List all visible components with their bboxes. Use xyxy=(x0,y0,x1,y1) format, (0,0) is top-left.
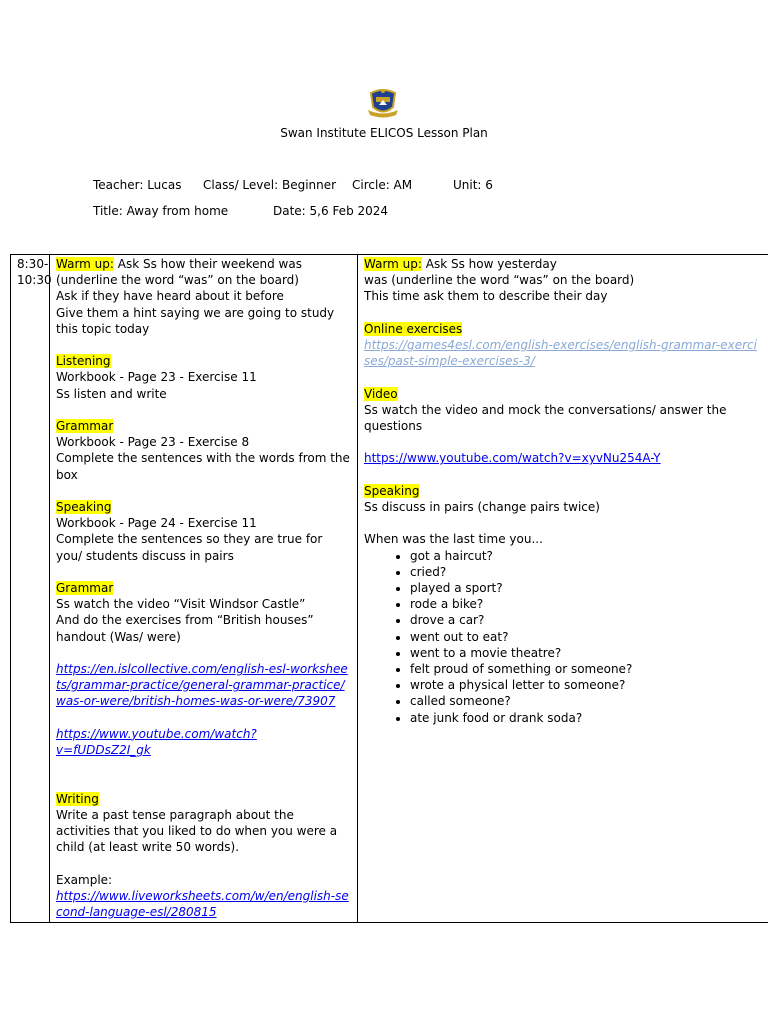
day1-listening-line2: Ss listen and write xyxy=(56,386,167,401)
day1-grammar1-line1: Workbook - Page 23 - Exercise 8 xyxy=(56,435,250,450)
day1-grammar1-label: Grammar xyxy=(56,419,114,433)
day2-speaking-label: Speaking xyxy=(364,483,420,498)
day1-grammar1-line2: Complete the sentences with the words from the box xyxy=(56,451,350,482)
islcollective-link[interactable]: https://en.islcollective.com/english-esl-worksheets/grammar-practice/general-grammar-practice/was-or-were/british-homes-was-or-were/73907 xyxy=(56,662,348,709)
institute-title: Swan Institute ELICOS Lesson Plan xyxy=(280,126,488,140)
day1-listening-line1: Workbook - Page 23 - Exercise 11 xyxy=(56,370,257,385)
day1-warmup xyxy=(56,256,351,288)
day1-warmup-label: Warm up: xyxy=(56,257,114,271)
day2-warmup-line2: was (underline the word “was” on the board) xyxy=(364,273,635,288)
games4esl-link[interactable]: https://games4esl.com/english-exercises/english-grammar-exercises/past-simple-exercises-3/ xyxy=(364,338,757,369)
liveworksheets-link[interactable]: https://www.liveworksheets.com/w/en/english-second-language-esl/280815 xyxy=(56,888,349,919)
day1-warmup-line2: Ask if they have heard about it before xyxy=(56,289,284,304)
question-list xyxy=(364,548,762,726)
list-item: • rode a bike? xyxy=(410,596,762,612)
youtube-windsor-link[interactable]: https://www.youtube.com/watch?v=fUDDsZ2I_gk xyxy=(56,726,257,757)
date-label: Date: 5,6 Feb 2024 xyxy=(273,204,389,218)
list-item: • ate junk food or drank soda? xyxy=(410,710,762,726)
teacher-label: Teacher: Lucas xyxy=(93,178,182,192)
youtube-conversation-link[interactable]: https://www.youtube.com/watch?v=xyvNu254A-Y xyxy=(364,451,661,466)
lesson-title-label: Title: Away from home xyxy=(93,204,229,218)
day2-cell xyxy=(358,255,768,923)
day2-speaking-line1: Ss discuss in pairs (change pairs twice) xyxy=(364,499,600,514)
unit-label: Unit: 6 xyxy=(453,178,493,192)
list-item: • called someone? xyxy=(410,693,762,709)
day1-warmup-text: Ask Ss how their weekend was (underline the word “was” on the board) xyxy=(56,257,302,288)
list-item: • played a sport? xyxy=(410,580,762,596)
day1-speaking-label: Speaking xyxy=(56,500,112,514)
day1-grammar2-line2: And do the exercises from “British houses” handout (Was/ were) xyxy=(56,613,314,644)
day1-writing-label: Writing xyxy=(56,791,99,806)
list-item: • drove a car? xyxy=(410,612,762,628)
class-level-label: Class/ Level: Beginner xyxy=(203,178,337,192)
institute-crest-icon xyxy=(368,86,398,118)
day1-warmup-line3: Give them a hint saying we are going to study this topic today xyxy=(56,305,335,336)
table-row xyxy=(11,255,768,923)
list-item: • went to a movie theatre? xyxy=(410,645,762,661)
day2-warmup-text: Ask Ss how yesterday xyxy=(421,257,557,271)
day2-video-label: Video xyxy=(364,386,398,401)
day1-cell xyxy=(50,255,358,923)
time-cell xyxy=(11,255,50,923)
list-item: • cried? xyxy=(410,564,762,580)
day1-grammar2-line1: Ss watch the video “Visit Windsor Castle” xyxy=(56,597,306,612)
day1-example-label: Example: xyxy=(56,872,113,887)
circle-label: Circle: AM xyxy=(352,178,413,192)
day1-listening-label: Listening xyxy=(56,354,111,369)
time-slot: 8:30- 10:30 xyxy=(17,257,52,288)
day1-grammar2-label: Grammar xyxy=(56,581,114,595)
list-item: • got a haircut? xyxy=(410,548,762,564)
day2-warmup-label: Warm up: xyxy=(364,257,422,271)
lesson-plan-table xyxy=(10,254,768,923)
day1-writing-line1: Write a past tense paragraph about the activities that you liked to do when you were a child (at least write 50 words). xyxy=(56,807,338,855)
day2-online-label: Online exercises xyxy=(364,321,463,336)
day2-video-line1: Ss watch the video and mock the conversations/ answer the questions xyxy=(364,402,727,433)
list-item: • wrote a physical letter to someone? xyxy=(410,677,762,693)
day1-speaking-line1: Workbook - Page 24 - Exercise 11 xyxy=(56,516,257,531)
day2-question-intro: When was the last time you... xyxy=(364,532,543,547)
day1-speaking-line2: Complete the sentences so they are true for you/ students discuss in pairs xyxy=(56,532,323,563)
day2-warmup-line3: This time ask them to describe their day xyxy=(364,289,608,304)
list-item: • felt proud of something or someone? xyxy=(410,661,762,677)
list-item: • went out to eat? xyxy=(410,629,762,645)
